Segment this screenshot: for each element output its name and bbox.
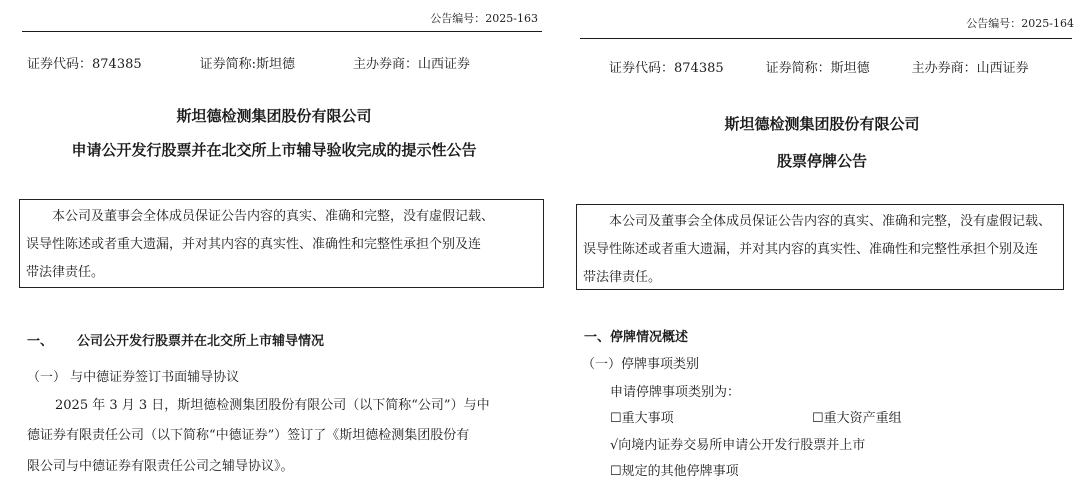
disclaimer-line: 误导性陈述或者重大遗漏，并对其内容的真实性、准确性和完整性承担个别及连: [583, 242, 1039, 257]
section-heading-text: 公司公开发行股票并在北交所上市辅导情况: [77, 334, 325, 349]
header-rule: [580, 38, 1072, 39]
disclaimer-box: [576, 204, 1064, 290]
securities-code: 证券代码：874385: [27, 57, 142, 72]
announcement-number: 公告编号：2025-163: [430, 12, 538, 25]
disclaimer-line: 本公司及董事会全体成员保证公告内容的真实、准确和完整，没有虚假记载、: [609, 214, 1052, 229]
company-title: 斯坦德检测集团股份有限公司: [176, 107, 372, 125]
sponsor-broker: 主办券商：山西证券: [353, 57, 471, 72]
header-rule: [22, 31, 542, 32]
sponsor-broker: 主办券商：山西证券: [911, 61, 1029, 76]
category-intro: 申请停牌事项类别为：: [610, 385, 741, 400]
section-heading: 一、停牌情况概述: [584, 330, 689, 345]
securities-short-name: 证券简称：斯坦德: [765, 61, 870, 76]
suspension-option-public-listing: √向境内证券交易所申请公开发行股票并上市: [610, 438, 866, 453]
subsection-heading: （一） 与中德证券签订书面辅导协议: [27, 370, 240, 385]
section-number: 一、: [27, 334, 54, 349]
right-announcement: [572, 0, 1080, 481]
company-title: 斯坦德检测集团股份有限公司: [724, 115, 920, 133]
disclaimer-line: 带法律责任。: [583, 270, 662, 285]
announcement-number: 公告编号：2025-164: [966, 17, 1074, 30]
disclaimer-line: 误导性陈述或者重大遗漏，并对其内容的真实性、准确性和完整性承担个别及连: [26, 237, 482, 252]
disclaimer-line: 本公司及董事会全体成员保证公告内容的真实、准确和完整，没有虚假记载、: [52, 209, 495, 224]
suspension-option-asset-restructuring: ☐重大资产重组: [812, 411, 902, 426]
subsection-heading: （一）停牌事项类别: [582, 357, 700, 372]
disclaimer-box: [19, 199, 544, 288]
securities-code: 证券代码：874385: [609, 61, 724, 76]
announcement-title: 股票停牌公告: [776, 152, 867, 170]
securities-info-line: [27, 53, 528, 72]
securities-info-line: [609, 57, 1071, 76]
section-heading: [27, 330, 324, 349]
disclaimer-line: 带法律责任。: [26, 265, 105, 280]
announcement-title: 申请公开发行股票并在北交所上市辅导验收完成的提示性公告: [71, 141, 477, 159]
paragraph-line: 2025 年 3 月 3 日，斯坦德检测集团股份有限公司（以下简称“公司”）与中: [55, 398, 490, 413]
suspension-option-other: ☐规定的其他停牌事项: [610, 464, 739, 479]
paragraph-line: 限公司与中德证券有限责任公司之辅导协议》。: [27, 459, 294, 474]
paragraph-line: 德证券有限责任公司（以下简称“中德证券”）签订了《斯坦德检测集团股份有: [27, 428, 470, 443]
securities-short-name: 证券简称:斯坦德: [199, 57, 296, 72]
suspension-option-major-matter: ☐重大事项: [610, 411, 674, 426]
